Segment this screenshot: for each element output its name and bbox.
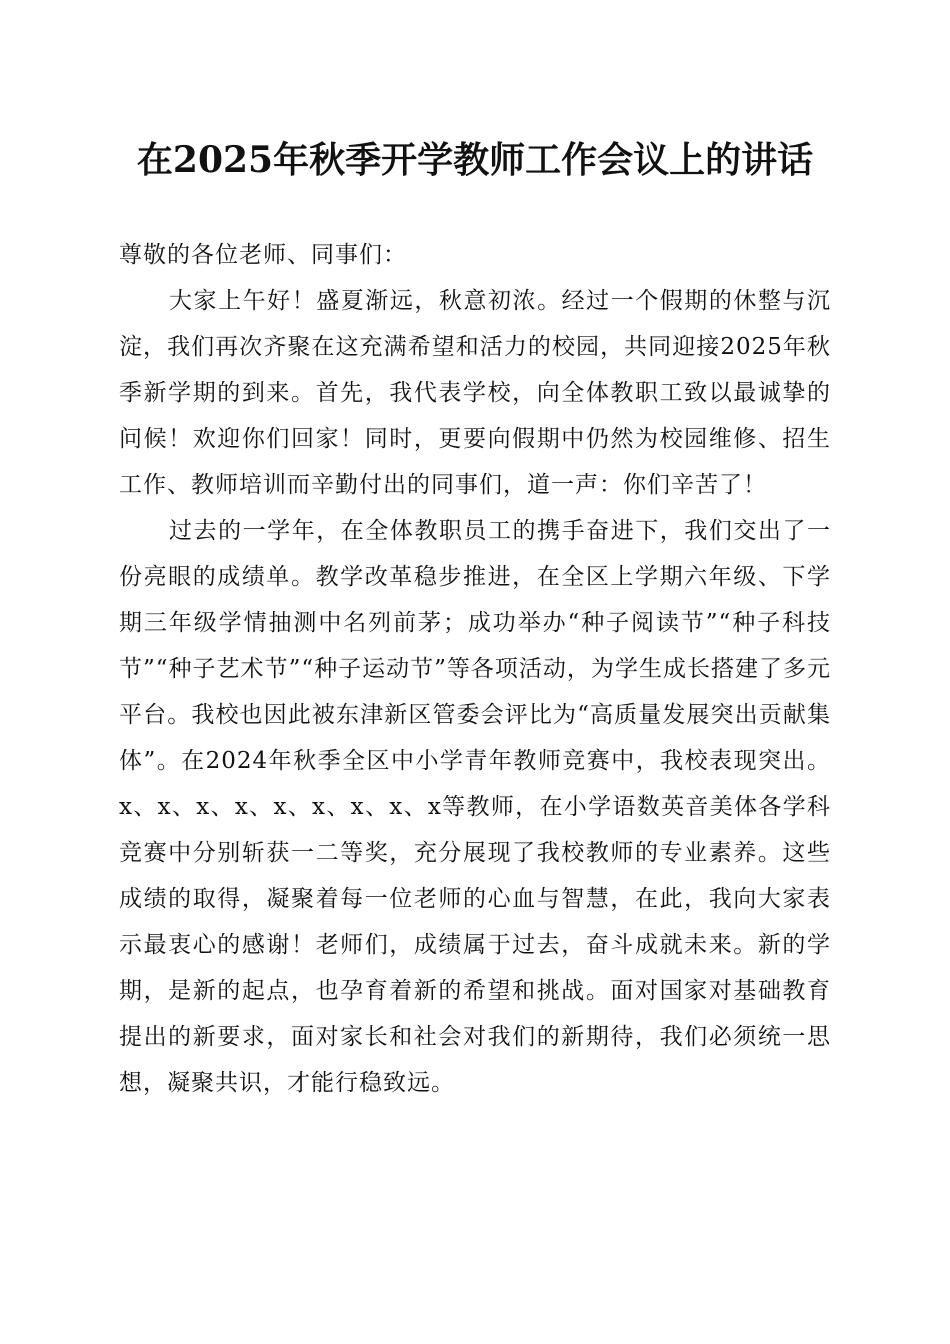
paragraph-greeting: 大家上午好！盛夏渐远，秋意初浓。经过一个假期的休整与沉淀，我们再次齐聚在这充满希望和活力的校园，共同迎接2025年秋季新学期的到来。首先，我代表学校，向全体教职工致以最诚挚的问候！欢迎你们回家！同时，更要向假期中仍然为校园维修、招生工作、教师培训而辛勤付出的同事们，道一声：你们辛苦了！: [119, 288, 831, 498]
page-title: 在2025年秋季开学教师工作会议上的讲话: [136, 139, 814, 181]
document-body: [119, 232, 831, 1106]
paragraph-achievements: 过去的一学年，在全体教职员工的携手奋进下，我们交出了一份亮眼的成绩单。教学改革稳步推进，在全区上学期六年级、下学期三年级学情抽测中名列前茅；成功举办“种子阅读节”“种子科技节”“种子艺术节”“种子运动节”等各项活动，为学生成长搭建了多元平台。我校也因此被东津新区管委会评比为“高质量发展突出贡献集体”。在2024年秋季全区中小学青年教师竞赛中，我校表现突出。x、x、x、x、x、x、x、x、x等教师，在小学语数英音美体各学科竞赛中分别斩获一二等奖，充分展现了我校教师的专业素养。这些成绩的取得，凝聚着每一位老师的心血与智慧，在此，我向大家表示最衷心的感谢！老师们，成绩属于过去，奋斗成就未来。新的学期，是新的起点，也孕育着新的希望和挑战。面对国家对基础教育提出的新要求，面对家长和社会对我们的新期待，我们必须统一思想，凝聚共识，才能行稳致远。: [119, 518, 831, 1096]
salutation: 尊敬的各位老师、同事们：: [119, 242, 407, 268]
